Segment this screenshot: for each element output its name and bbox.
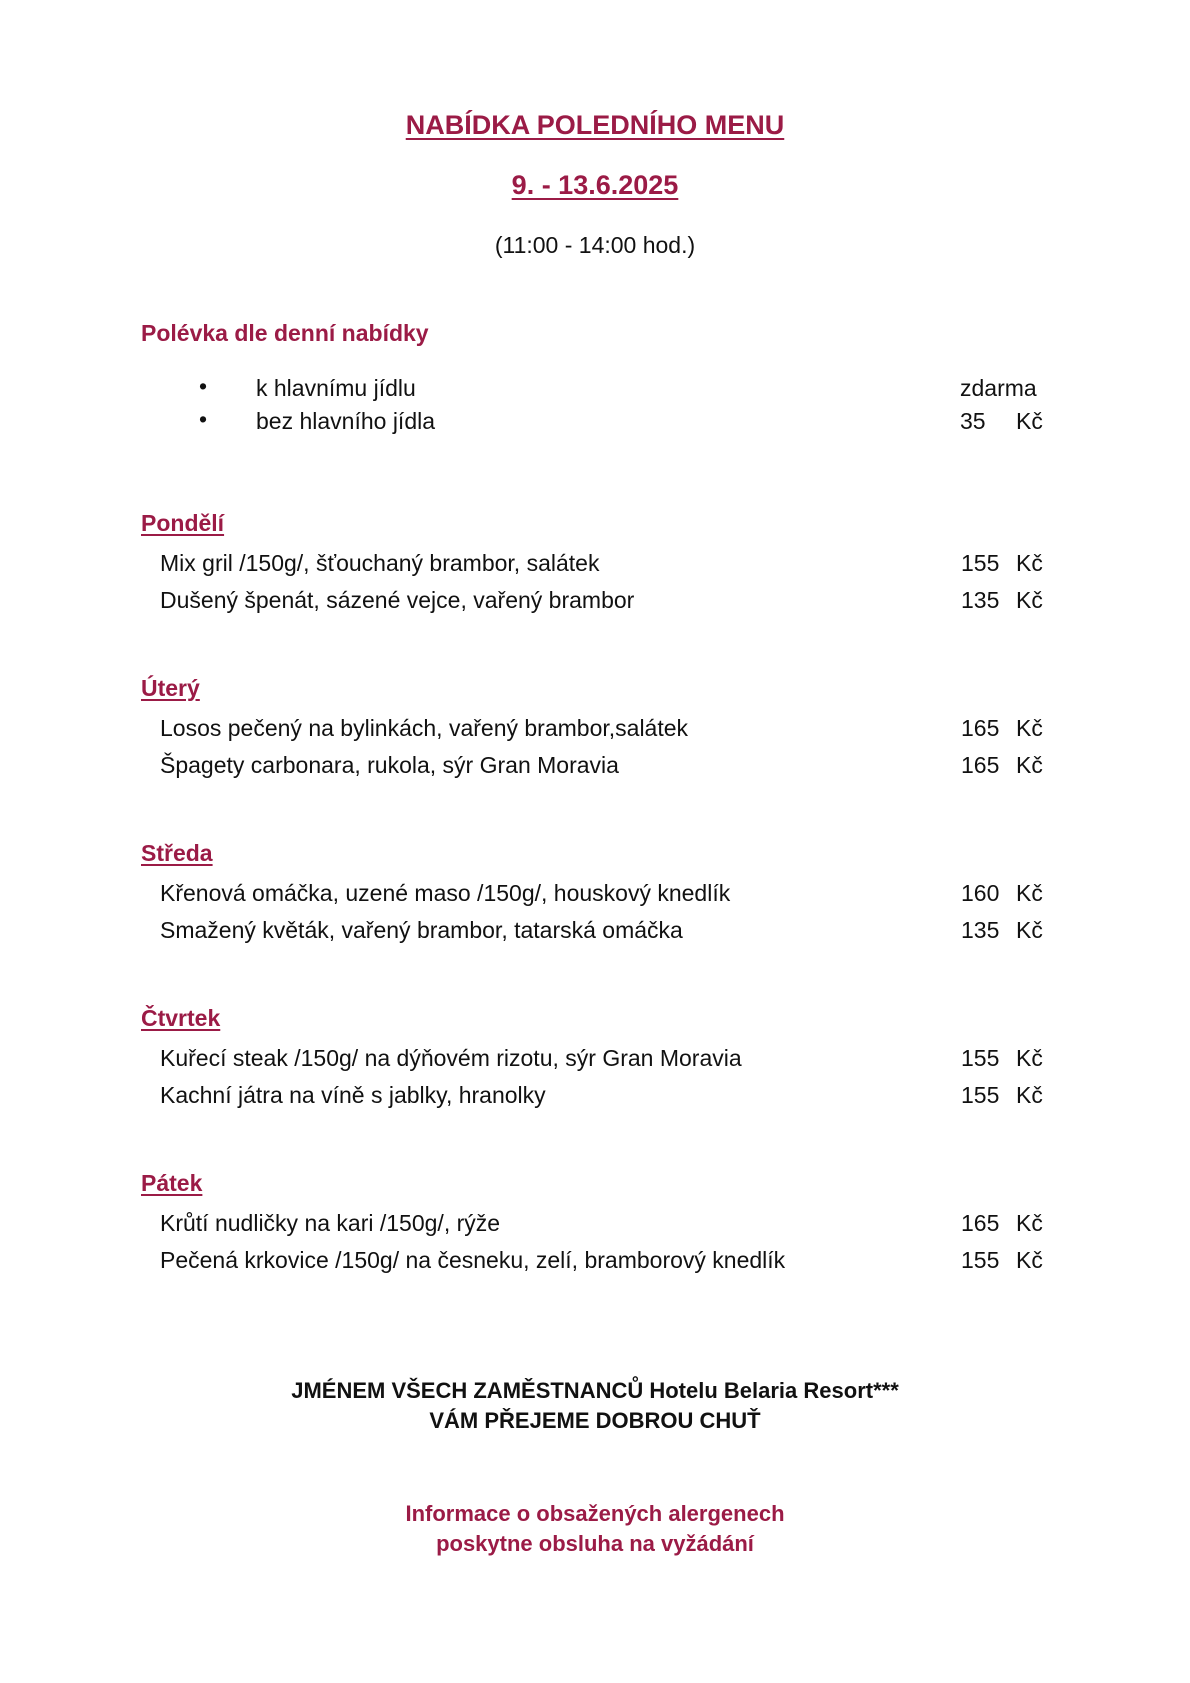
dish-price: 155	[961, 1082, 1000, 1108]
dish-name: Smažený květák, vařený brambor, tatarská omáčka	[160, 917, 683, 943]
dish-price: 135	[961, 587, 1000, 613]
dish-price: 155	[961, 1247, 1000, 1273]
day-heading: Pondělí	[141, 510, 225, 536]
dish-price: 135	[961, 917, 1000, 943]
dish-currency: Kč	[1016, 1247, 1043, 1273]
bullet-icon: •	[199, 406, 208, 432]
dish-name: Krůtí nudličky na kari /150g/, rýže	[160, 1210, 501, 1236]
dish-name: Dušený špenát, sázené vejce, vařený brambor	[160, 587, 635, 613]
footer-greeting-line1: JMÉNEM VŠECH ZAMĚSTNANCŮ Hotelu Belaria Resort***	[291, 1378, 899, 1403]
dish-price: 155	[961, 550, 1000, 576]
day-heading: Pátek	[141, 1170, 203, 1196]
menu-date: 9. - 13.6.2025	[511, 170, 679, 200]
soup-item-label: k hlavnímu jídlu	[256, 375, 416, 401]
soup-item	[0, 375, 1190, 405]
day-heading: Čtvrtek	[141, 1005, 221, 1031]
dish-name: Losos pečený na bylinkách, vařený brambor,salátek	[160, 715, 689, 741]
soup-item-label: bez hlavního jídla	[256, 408, 436, 434]
dish-currency: Kč	[1016, 1210, 1043, 1236]
dish-price: 160	[961, 880, 1000, 906]
dish-name: Kachní játra na víně s jablky, hranolky	[160, 1082, 546, 1108]
dish-currency: Kč	[1016, 752, 1043, 778]
soup-item	[0, 408, 1190, 438]
soup-heading: Polévka dle denní nabídky	[141, 320, 429, 346]
day-heading: Úterý	[141, 675, 200, 701]
dish-price: 165	[961, 752, 1000, 778]
dish-name: Kuřecí steak /150g/ na dýňovém rizotu, sýr Gran Moravia	[160, 1045, 742, 1071]
dish-name: Špagety carbonara, rukola, sýr Gran Moravia	[160, 752, 619, 778]
dish-price: 165	[961, 1210, 1000, 1236]
allergen-note-line1: Informace o obsažených alergenech	[405, 1501, 785, 1526]
dish-name: Mix gril /150g/, šťouchaný brambor, salátek	[160, 550, 600, 576]
dish-currency: Kč	[1016, 587, 1043, 613]
dish-currency: Kč	[1016, 550, 1043, 576]
dish-currency: Kč	[1016, 1045, 1043, 1071]
dish-currency: Kč	[1016, 917, 1043, 943]
soup-item-currency: Kč	[1016, 408, 1043, 434]
soup-item-price: 35	[960, 408, 986, 434]
day-heading: Středa	[141, 840, 213, 866]
dish-currency: Kč	[1016, 880, 1043, 906]
dish-name: Křenová omáčka, uzené maso /150g/, houskový knedlík	[160, 880, 731, 906]
dish-price: 155	[961, 1045, 1000, 1071]
dish-name: Pečená krkovice /150g/ na česneku, zelí, bramborový knedlík	[160, 1247, 786, 1273]
dish-price: 165	[961, 715, 1000, 741]
soup-item-price: zdarma	[960, 375, 1037, 401]
dish-currency: Kč	[1016, 1082, 1043, 1108]
dish-currency: Kč	[1016, 715, 1043, 741]
allergen-note-line2: poskytne obsluha na vyžádání	[436, 1531, 754, 1556]
footer-greeting-line2: VÁM PŘEJEME DOBROU CHUŤ	[429, 1408, 761, 1433]
bullet-icon: •	[199, 373, 208, 399]
serving-hours: (11:00 - 14:00 hod.)	[494, 232, 696, 258]
page-title: NABÍDKA POLEDNÍHO MENU	[405, 110, 785, 140]
